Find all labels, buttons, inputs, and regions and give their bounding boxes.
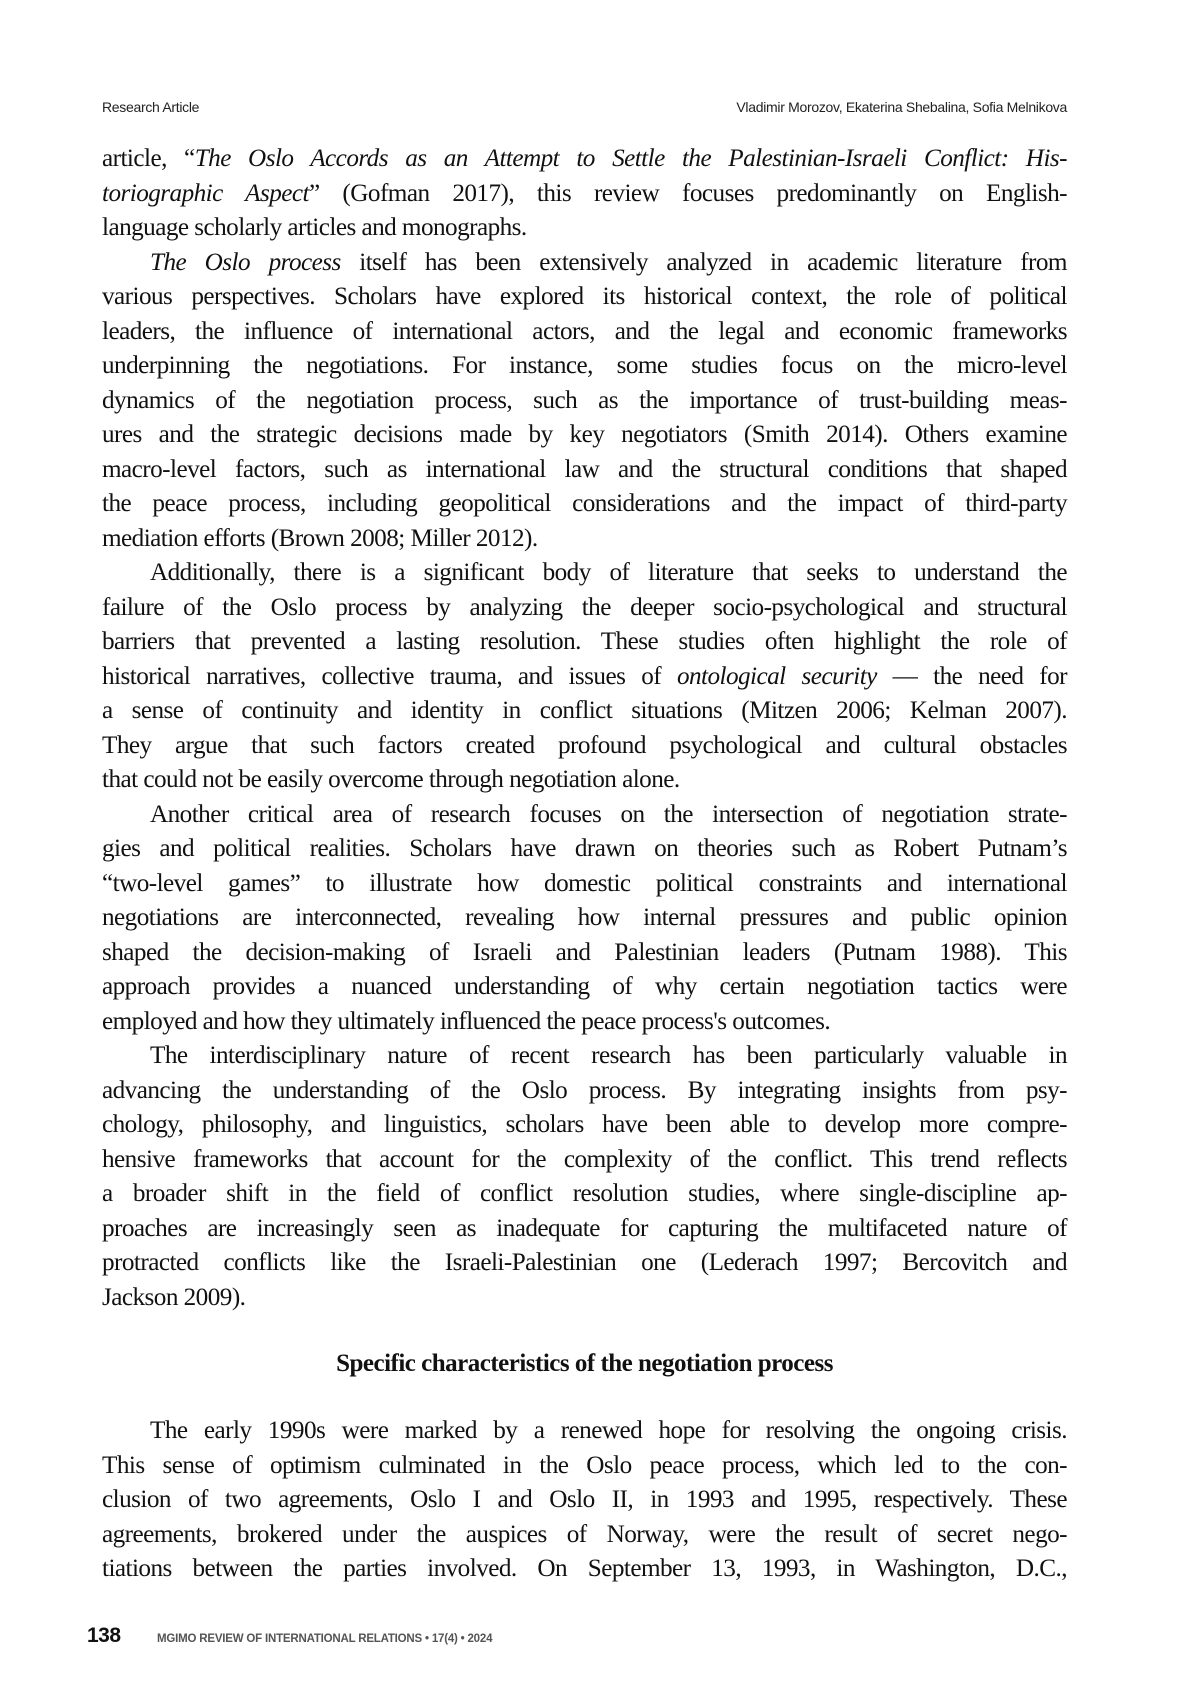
- text-line: failure of the Oslo process by analyzing the deeper socio-psychological and structural: [102, 593, 1067, 621]
- text-line: The Oslo process itself has been extensively analyzed in academic literature from: [150, 248, 1067, 276]
- text-line: mediation efforts (Brown 2008; Miller 2012).: [102, 524, 538, 552]
- journal-name: MGIMO REVIEW OF INTERNATIONAL RELATIONS • 17(4) • 2024: [157, 1633, 493, 1645]
- text-line: tiations between the parties involved. On September 13, 1993, in Washington, D.C.,: [102, 1555, 1067, 1582]
- running-header: [102, 99, 1067, 115]
- text-line: Jackson 2009).: [102, 1283, 246, 1311]
- body-text-section-1: [102, 142, 1067, 1315]
- text-line: The interdisciplinary nature of recent research has been particularly valuable in: [150, 1042, 1067, 1069]
- text-line: historical narratives, collective trauma, and issues of ontological security — the need for: [102, 662, 1067, 690]
- text-line: ures and the strategic decisions made by key negotiators (Smith 2014). Others examine: [102, 421, 1067, 448]
- text-line: protracted conflicts like the Israeli-Palestinian one (Lederach 1997; Bercovitch and: [102, 1249, 1067, 1276]
- text-line: a sense of continuity and identity in conflict situations (Mitzen 2006; Kelman 2007).: [102, 697, 1067, 724]
- text-line: barriers that prevented a lasting resolution. These studies often highlight the role of: [102, 628, 1067, 655]
- text-line: negotiations are interconnected, revealing how internal pressures and public opinion: [102, 904, 1067, 931]
- text-line: This sense of optimism culminated in the Oslo peace process, which led to the con-: [102, 1451, 1067, 1479]
- section-heading: Specific characteristics of the negotiation process: [336, 1350, 833, 1377]
- text-line: macro-level factors, such as international law and the structural conditions that shaped: [102, 455, 1067, 483]
- text-line: Another critical area of research focuses on the intersection of negotiation strate-: [150, 800, 1067, 828]
- body-text-section-2: [102, 1414, 1067, 1587]
- page-number: 138: [87, 1624, 121, 1647]
- text-line: approach provides a nuanced understanding of why certain negotiation tactics were: [102, 973, 1067, 1000]
- text-line: agreements, brokered under the auspices of Norway, were the result of secret nego-: [102, 1520, 1067, 1548]
- text-line: proaches are increasingly seen as inadequate for capturing the multifaceted nature of: [102, 1214, 1067, 1242]
- text-line: language scholarly articles and monographs.: [102, 214, 527, 241]
- text-line: Additionally, there is a significant body of literature that seeks to understand the: [150, 559, 1067, 586]
- text-line: They argue that such factors created profound psychological and cultural obstacles: [102, 731, 1067, 759]
- text-line: leaders, the influence of international actors, and the legal and economic frameworks: [102, 317, 1067, 345]
- text-line: the peace process, including geopolitical considerations and the impact of third-party: [102, 490, 1067, 517]
- text-line: that could not be easily overcome through negotiation alone.: [102, 766, 680, 793]
- text-line: underpinning the negotiations. For instance, some studies focus on the micro-level: [102, 352, 1067, 379]
- text-line: hensive frameworks that account for the complexity of the conflict. This trend reflects: [102, 1145, 1067, 1173]
- text-line: a broader shift in the field of conflict resolution studies, where single-discipline ap-: [102, 1180, 1067, 1207]
- article-type-label: Research Article: [102, 99, 200, 115]
- text-line: various perspectives. Scholars have explored its historical context, the role of political: [102, 283, 1067, 310]
- text-line: “two-level games” to illustrate how domestic political constraints and international: [102, 869, 1067, 897]
- authors-label: Vladimir Morozov, Ekaterina Shebalina, Sofia Melnikova: [736, 99, 1067, 115]
- page-footer: [87, 1624, 492, 1648]
- text-line: article, “The Oslo Accords as an Attempt to Settle the Palestinian-Israeli Conflict: His-: [102, 145, 1067, 172]
- text-line: toriographic Aspect” (Gofman 2017), this review focuses predominantly on English-: [102, 179, 1067, 207]
- text-line: clusion of two agreements, Oslo I and Oslo II, in 1993 and 1995, respectively. These: [102, 1486, 1067, 1513]
- text-line: shaped the decision-making of Israeli and Palestinian leaders (Putnam 1988). This: [102, 938, 1067, 966]
- text-line: The early 1990s were marked by a renewed hope for resolving the ongoing crisis.: [150, 1417, 1067, 1444]
- text-line: chology, philosophy, and linguistics, scholars have been able to develop more compre-: [102, 1111, 1067, 1138]
- text-line: gies and political realities. Scholars have drawn on theories such as Robert Putnam’s: [102, 835, 1067, 862]
- text-line: employed and how they ultimately influenced the peace process's outcomes.: [102, 1007, 831, 1035]
- text-line: advancing the understanding of the Oslo process. By integrating insights from psy-: [102, 1076, 1067, 1104]
- text-line: dynamics of the negotiation process, such as the importance of trust-building meas-: [102, 386, 1067, 414]
